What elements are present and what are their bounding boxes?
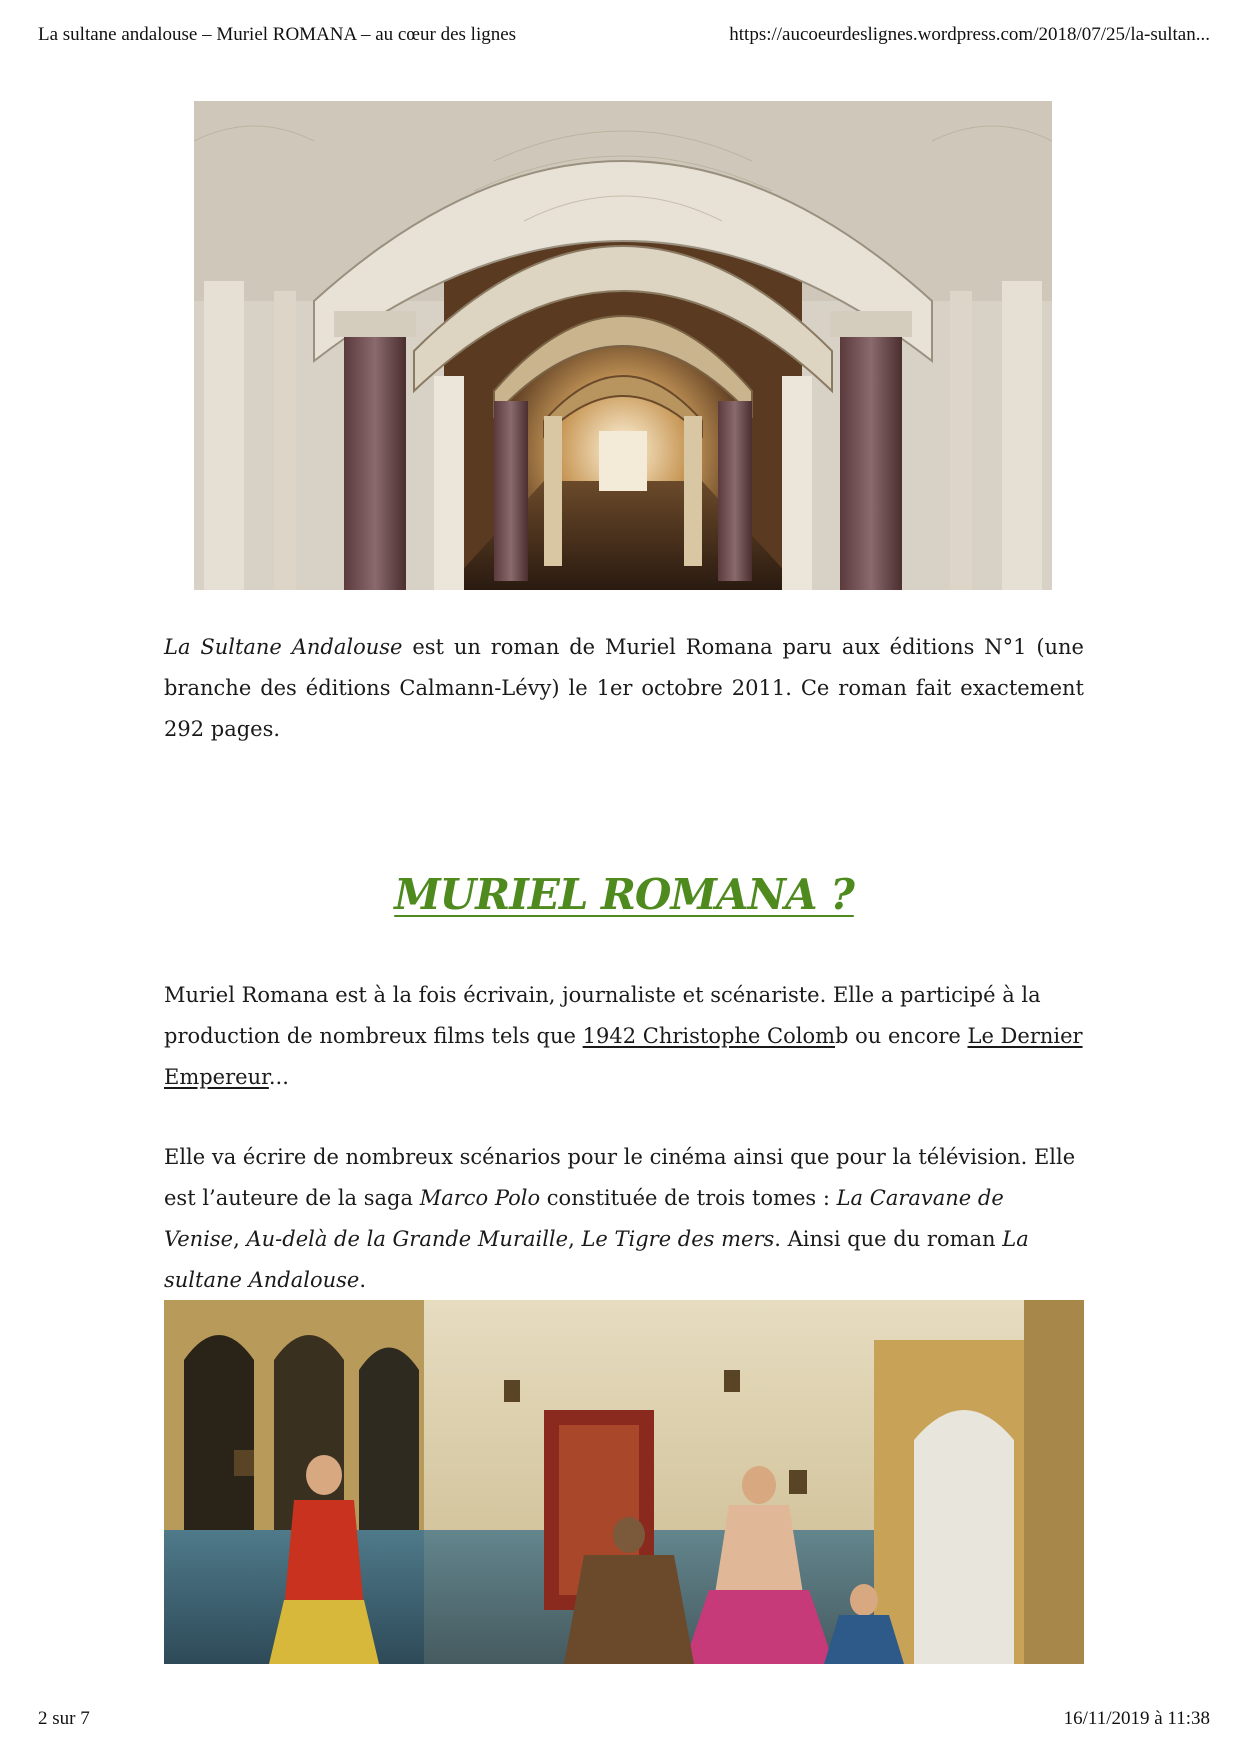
works-paragraph-block: [164, 1137, 1084, 1301]
biography-paragraph: Muriel Romana est à la fois écrivain, journaliste et scénariste. Elle a participé à la production de nombreux films tels que 1942 Christophe Colomb ou encore Le Dernier Empereur...: [164, 983, 1083, 1089]
print-page-url: https://aucoeurdeslignes.wordpress.com/2018/07/25/la-sultan...: [729, 24, 1210, 45]
film-link-dernier-empereur[interactable]: Le Dernier Empereur: [164, 1024, 1083, 1089]
section-heading: MURIEL ROMANA ?: [394, 870, 854, 919]
intro-paragraph: La Sultane Andalouse est un roman de Muriel Romana paru aux éditions N°1 (une branche des éditions Calmann-Lévy) le 1er octobre 2011. Ce roman fait exactement 292 pages.: [164, 635, 1084, 741]
film-link-christophe-colomb[interactable]: 1942 Christophe Colom: [582, 1024, 836, 1048]
print-footer: [0, 1708, 1239, 1734]
print-header: [0, 24, 1239, 50]
biography-paragraph-block: [164, 975, 1084, 1098]
works-paragraph: Elle va écrire de nombreux scénarios pour le cinéma ainsi que pour la télévision. Elle est l’auteure de la saga Marco Polo constituée de trois tomes : La Caravane de Venise, Au-delà de la Grande Muraille, Le Tigre des mers. Ainsi que du roman La sultane Andalouse.: [164, 1145, 1076, 1292]
print-page-title: La sultane andalouse – Muriel ROMANA – au cœur des lignes: [38, 24, 517, 45]
page-number: 2 sur 7: [38, 1708, 90, 1729]
section-heading-block: [164, 870, 1084, 919]
print-datetime: 16/11/2019 à 11:38: [1063, 1708, 1210, 1729]
intro-paragraph-block: [164, 627, 1084, 750]
orientalist-painting-image: [164, 1300, 1084, 1664]
moorish-corridor-image: [194, 101, 1052, 590]
book-title: La Sultane Andalouse: [164, 635, 403, 659]
